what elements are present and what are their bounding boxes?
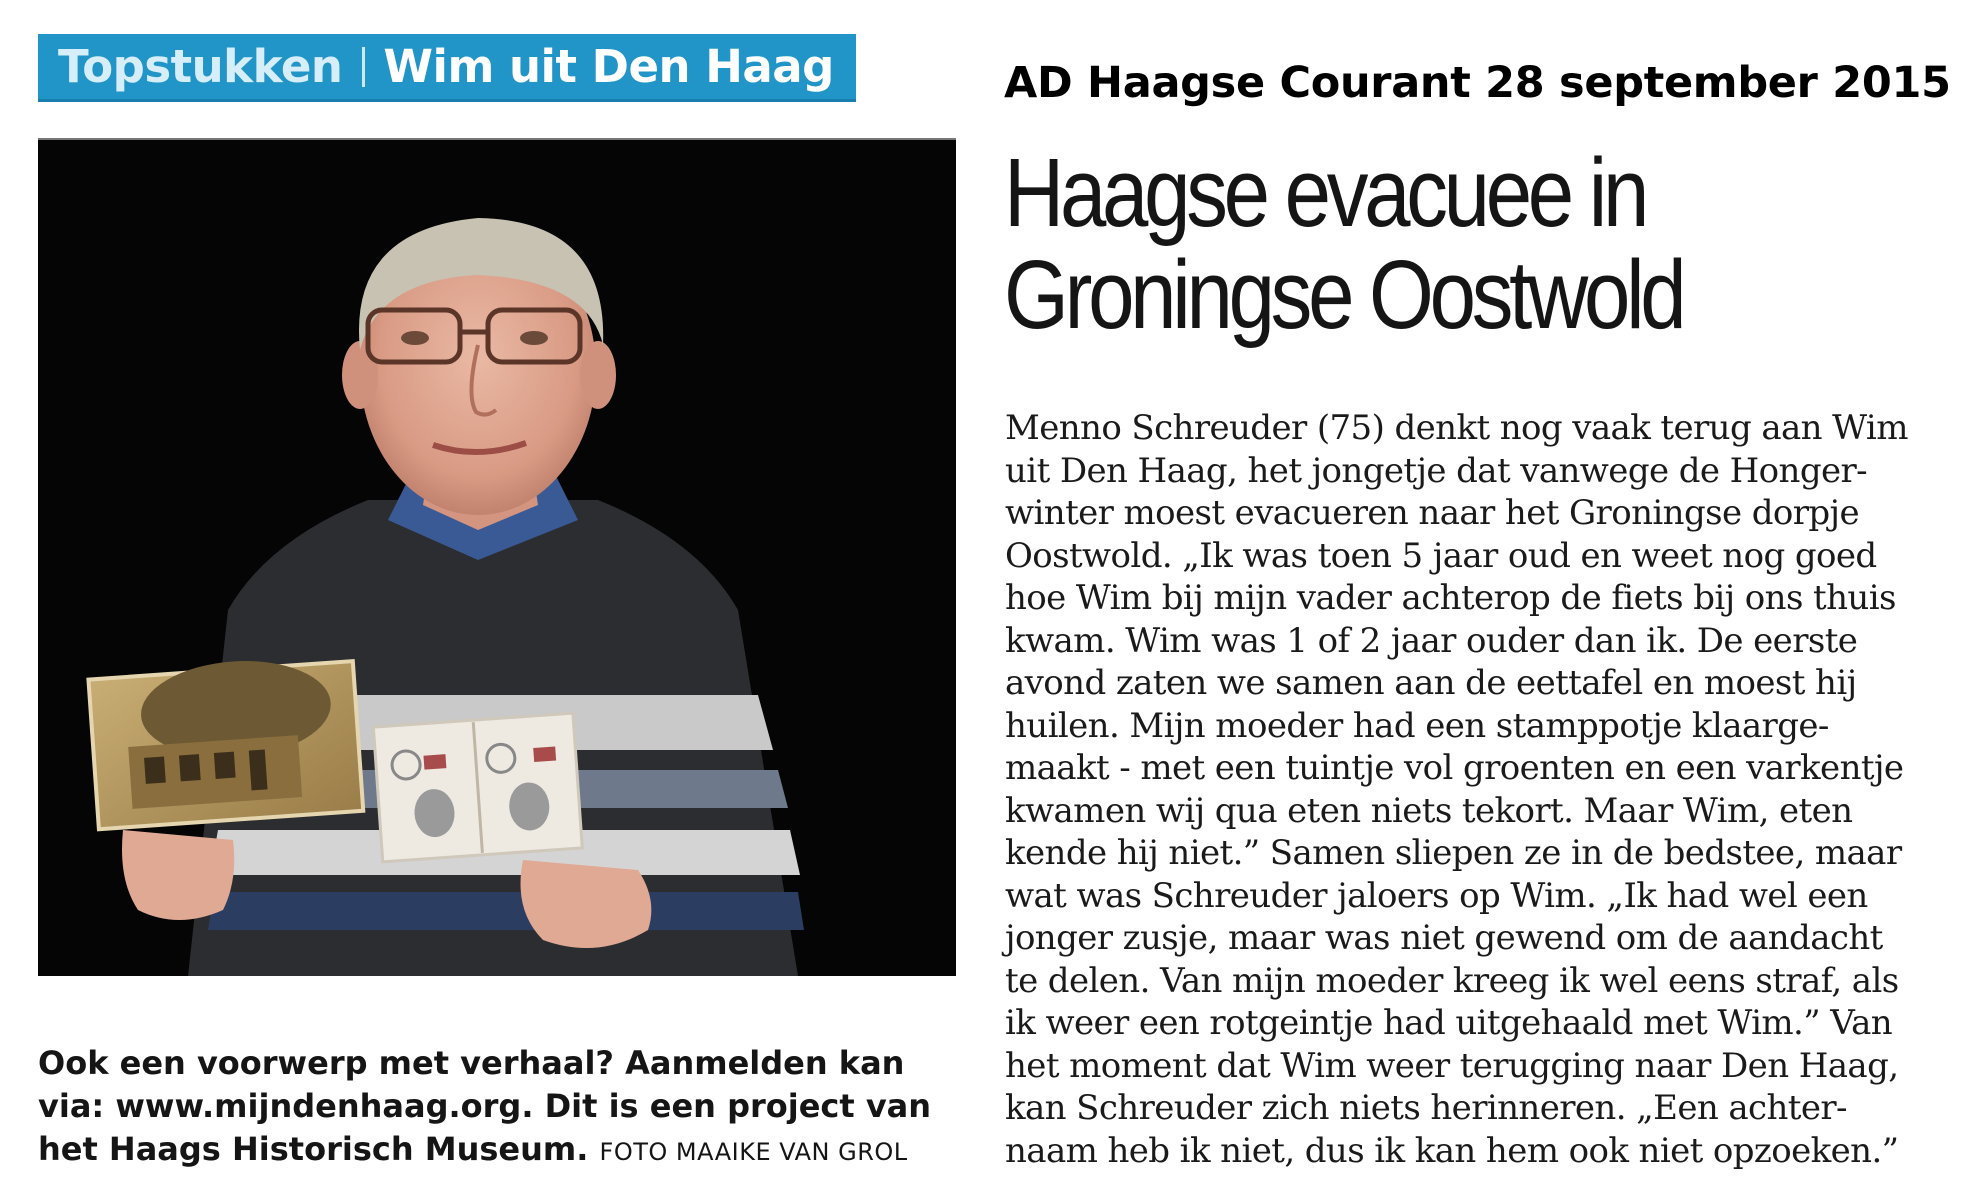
article-headline	[1004, 138, 1830, 349]
headline-line-1: Haagse evacuee in	[1004, 138, 1646, 247]
body-line: wat was Schreuder jaloers op Wim. „Ik had wel een	[1005, 875, 1868, 916]
photo-credit: FOTO MAAIKE VAN GROL	[599, 1138, 908, 1166]
portrait-illustration	[38, 140, 956, 976]
body-line: Oostwold. „Ik was toen 5 jaar oud en weet nog goed	[1005, 535, 1877, 576]
body-line: avond zaten we samen aan de eettafel en moest hij	[1005, 663, 1857, 703]
article-photo	[38, 140, 956, 976]
banner-divider	[362, 47, 365, 87]
section-kicker: Topstukken	[58, 40, 343, 93]
body-line: het moment dat Wim weer terugging naar Den Haag,	[1005, 1045, 1899, 1086]
article-body	[1005, 407, 1965, 1172]
body-line: kende hij niet.” Samen sliepen ze in de bedstee, maar	[1005, 833, 1902, 873]
body-line: uit Den Haag, het jongetje dat vanwege de Honger-	[1005, 450, 1868, 491]
headline-line-2: Groningse Oostwold	[1004, 240, 1683, 349]
newspaper-source: AD Haagse Courant 28 september 2015	[1004, 58, 1951, 108]
caption-line-text: het Haags Historisch Museum.	[38, 1130, 589, 1168]
body-line: kwam. Wim was 1 of 2 jaar ouder dan ik. De eerste	[1005, 620, 1858, 661]
section-banner	[38, 34, 856, 102]
body-line: Menno Schreuder (75) denkt nog vaak terug aan Wim	[1005, 408, 1908, 448]
body-line: jonger zusje, maar was niet gewend om de aandacht	[1005, 918, 1883, 958]
caption-line: Ook een voorwerp met verhaal? Aanmelden kan	[38, 1044, 905, 1082]
photo-caption	[38, 1042, 968, 1174]
section-title: Wim uit Den Haag	[383, 40, 834, 93]
body-line: kwamen wij qua eten niets tekort. Maar Wim, eten	[1005, 790, 1853, 831]
body-line: te delen. Van mijn moeder kreeg ik wel eens straf, als	[1005, 960, 1899, 1001]
body-line: kan Schreuder zich niets herinneren. „Een achter-	[1005, 1088, 1847, 1128]
body-line: winter moest evacueren naar het Groningse dorpje	[1005, 493, 1860, 533]
caption-line	[38, 1128, 968, 1174]
body-line: ik weer een rotgeintje had uitgehaald met Wim.” Van	[1005, 1003, 1893, 1043]
body-line: maakt - met een tuintje vol groenten en een varkentje	[1005, 748, 1904, 788]
body-line: naam heb ik niet, dus ik kan hem ook niet opzoeken.”	[1005, 1130, 1899, 1171]
body-line: hoe Wim bij mijn vader achterop de fiets bij ons thuis	[1005, 578, 1896, 618]
caption-line: via: www.mijndenhaag.org. Dit is een project van	[38, 1087, 932, 1125]
body-line: huilen. Mijn moeder had een stamppotje klaarge-	[1005, 705, 1829, 746]
